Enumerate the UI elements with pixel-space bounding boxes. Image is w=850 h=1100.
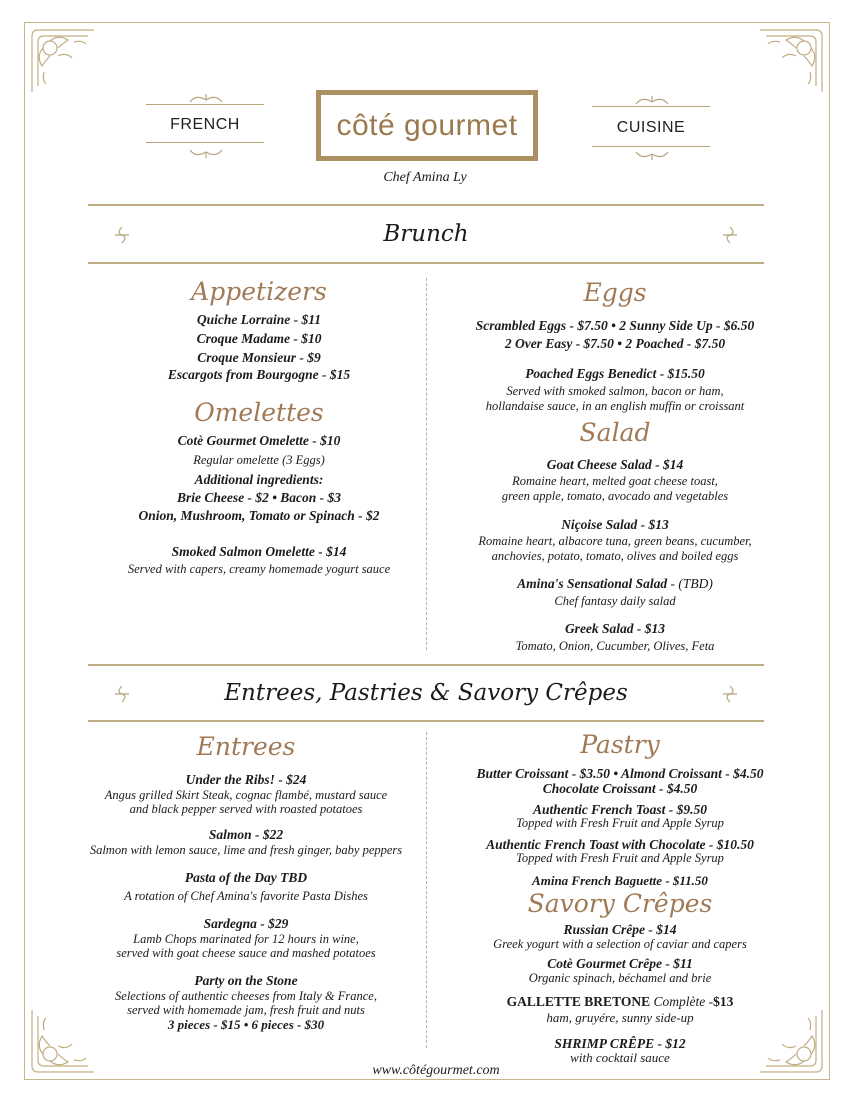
entrees-list bbox=[60, 772, 432, 1032]
section-title: Entrees, Pastries & Savory Crêpes bbox=[224, 680, 628, 706]
menu-item: Poached Eggs Benedict - $15.50 bbox=[525, 366, 705, 381]
section-title: Brunch bbox=[383, 221, 469, 247]
item-description: Tomato, Onion, Cucumber, Olives, Feta bbox=[515, 639, 715, 653]
entrees-heading: Entrees bbox=[196, 732, 296, 761]
amina-salad-name: Amina's Sensational Salad bbox=[517, 576, 668, 591]
menu-item: Pasta of the Day TBD bbox=[184, 870, 308, 885]
menu-item: Additional ingredients: bbox=[194, 472, 324, 487]
menu-item: Brie Cheese - $2 • Bacon - $3 bbox=[176, 490, 342, 505]
item-description: Topped with Fresh Fruit and Apple Syrup bbox=[516, 851, 724, 865]
chef-name: Chef Amina Ly bbox=[383, 170, 467, 185]
pastry-heading: Pastry bbox=[580, 730, 660, 759]
header-left-label: FRENCH bbox=[170, 116, 240, 133]
website-link[interactable]: www.côtégourmet.com bbox=[356, 1063, 516, 1079]
flourish-icon bbox=[112, 684, 132, 704]
logo-text: côté gourmet bbox=[336, 108, 518, 142]
gallette-price: $13 bbox=[713, 994, 734, 1009]
gallette-name: GALLETTE BRETONE bbox=[506, 994, 651, 1009]
item-description: with cocktail sauce bbox=[570, 1050, 670, 1065]
menu-item: 3 pieces - $15 • 6 pieces - $30 bbox=[167, 1017, 325, 1032]
header-right-label: CUISINE bbox=[616, 119, 686, 136]
menu-item: Authentic French Toast with Chocolate - $10.50 bbox=[486, 837, 754, 852]
menu-item: Quiche Lorraine - $11 bbox=[196, 312, 322, 327]
item-description: Chef fantasy daily salad bbox=[554, 594, 676, 608]
pastry-list bbox=[430, 766, 810, 888]
menu-item: Butter Croissant - $3.50 • Almond Croissant - $4.50 bbox=[476, 766, 764, 781]
menu-item: Cotè Gourmet Omelette - $10 bbox=[177, 433, 341, 448]
flourish-icon bbox=[720, 225, 740, 245]
item-description: anchovies, potato, tomato, olives and boiled eggs bbox=[491, 549, 739, 563]
menu-item: Amina French Baguette - $11.50 bbox=[532, 873, 708, 888]
menu-item: Croque Madame - $10 bbox=[196, 331, 322, 346]
corner-ornament-icon bbox=[28, 26, 98, 96]
crepes-heading: Savory Crêpes bbox=[527, 889, 713, 918]
corner-ornament-icon bbox=[756, 26, 826, 96]
menu-item: Sardegna - $29 bbox=[203, 916, 289, 931]
appetizers-list bbox=[88, 311, 430, 384]
header-rule bbox=[146, 142, 264, 143]
item-description: Organic spinach, béchamel and brie bbox=[528, 971, 712, 985]
crepes-list bbox=[430, 922, 810, 1064]
menu-item: Niçoise Salad - $13 bbox=[561, 517, 669, 532]
header-rule bbox=[592, 146, 710, 147]
menu-item: Onion, Mushroom, Tomato or Spinach - $2 bbox=[138, 508, 380, 523]
item-description: Greek yogurt with a selection of caviar and capers bbox=[493, 937, 747, 951]
header-rule bbox=[592, 106, 710, 107]
amina-salad-price: - (TBD) bbox=[667, 576, 713, 591]
item-description: Angus grilled Skirt Steak, cognac flambé, mustard sauce bbox=[104, 788, 388, 802]
flourish-icon bbox=[632, 148, 672, 162]
menu-item: Party on the Stone bbox=[194, 973, 298, 988]
item-description: Romaine heart, melted goat cheese toast, bbox=[512, 474, 718, 488]
section-band-brunch bbox=[88, 204, 764, 264]
salad-list bbox=[430, 456, 800, 654]
item-description: served with homemade jam, fresh fruit and nuts bbox=[127, 1003, 365, 1017]
menu-item: Authentic French Toast - $9.50 bbox=[533, 802, 707, 817]
appetizers-heading: Appetizers bbox=[191, 277, 327, 306]
menu-item bbox=[430, 994, 810, 1010]
logo bbox=[316, 90, 538, 161]
flourish-icon bbox=[720, 684, 740, 704]
item-description: and black pepper served with roasted potatoes bbox=[129, 802, 363, 816]
item-description: Romaine heart, albacore tuna, green beans, cucumber, bbox=[478, 534, 752, 548]
item-description: ham, gruyére, sunny side-up bbox=[546, 1010, 694, 1025]
flourish-icon bbox=[186, 146, 226, 160]
item-description: green apple, tomato, avocado and vegetables bbox=[501, 489, 729, 503]
menu-item: Smoked Salmon Omelette - $14 bbox=[171, 544, 347, 559]
menu-item: Cotè Gourmet Crêpe - $11 bbox=[547, 956, 693, 971]
salad-heading: Salad bbox=[579, 418, 651, 447]
section-band-entrees bbox=[88, 664, 764, 722]
menu-item: Scrambled Eggs - $7.50 • 2 Sunny Side Up - $6.50 bbox=[475, 318, 755, 333]
omelettes-list bbox=[88, 432, 430, 577]
item-description: Lamb Chops marinated for 12 hours in wine, bbox=[133, 932, 359, 946]
eggs-list bbox=[430, 317, 800, 414]
header-rule bbox=[146, 104, 264, 105]
menu-item: Chocolate Croissant - $4.50 bbox=[542, 781, 698, 796]
item-description: Served with capers, creamy homemade yogurt sauce bbox=[127, 562, 391, 576]
menu-item: Salmon - $22 bbox=[208, 827, 284, 842]
menu-item: Under the Ribs! - $24 bbox=[185, 772, 307, 787]
flourish-icon bbox=[112, 225, 132, 245]
item-description: Topped with Fresh Fruit and Apple Syrup bbox=[516, 816, 724, 830]
item-description: A rotation of Chef Amina's favorite Pasta Dishes bbox=[124, 889, 368, 903]
menu-item: 2 Over Easy - $7.50 • 2 Poached - $7.50 bbox=[504, 336, 726, 351]
menu-item: Escargots from Bourgogne - $15 bbox=[167, 367, 351, 382]
item-description: hollandaise sauce, in an english muffin or croissant bbox=[485, 399, 745, 413]
item-description: Served with smoked salmon, bacon or ham, bbox=[506, 384, 724, 398]
item-description: served with goat cheese sauce and mashed potatoes bbox=[116, 946, 376, 960]
item-description: Salmon with lemon sauce, lime and fresh ginger, baby peppers bbox=[89, 843, 403, 857]
menu-item: Russian Crêpe - $14 bbox=[563, 922, 677, 937]
menu-item: SHRIMP CRÊPE - $12 bbox=[554, 1036, 686, 1051]
menu-item: Goat Cheese Salad - $14 bbox=[546, 457, 684, 472]
omelettes-heading: Omelettes bbox=[194, 398, 324, 427]
gallette-style: Complète - bbox=[650, 994, 714, 1009]
menu-item: Greek Salad - $13 bbox=[564, 621, 666, 636]
eggs-heading: Eggs bbox=[583, 278, 647, 307]
item-description: Selections of authentic cheeses from Italy & France, bbox=[115, 989, 377, 1003]
item-description: Regular omelette (3 Eggs) bbox=[193, 453, 325, 467]
menu-item bbox=[430, 575, 800, 593]
menu-item: Croque Monsieur - $9 bbox=[197, 350, 321, 365]
